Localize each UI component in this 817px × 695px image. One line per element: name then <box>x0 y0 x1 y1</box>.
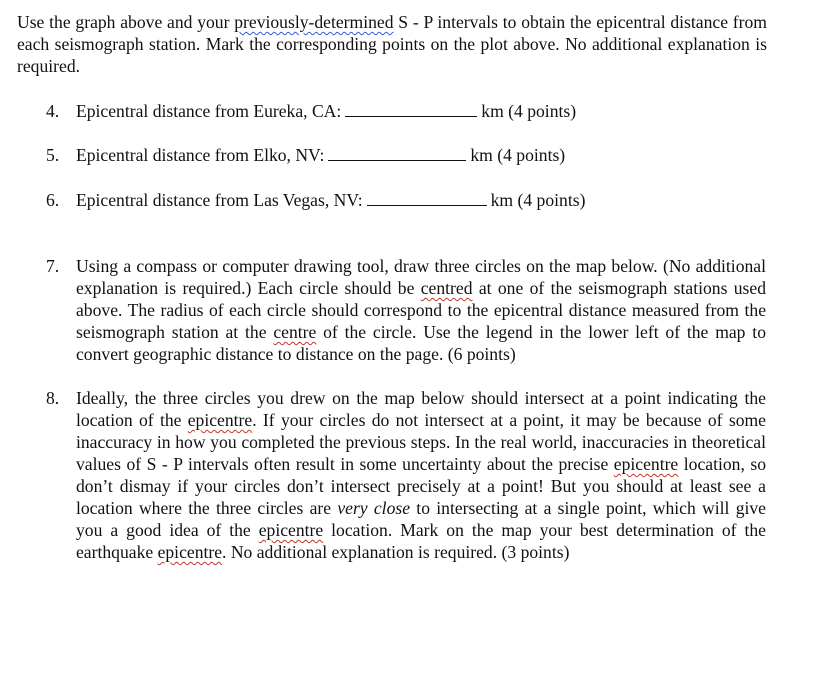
question-8 <box>46 387 766 563</box>
text-run: . No additional explanation is required. (3 points) <box>222 542 570 562</box>
question-body <box>76 255 766 365</box>
question-unit: km (4 points) <box>481 101 577 121</box>
text-run: to intersecting at a single point, which will give you a good idea of the <box>76 498 766 540</box>
question-number: 5. <box>46 145 60 165</box>
text-run: Using a compass or computer drawing tool, draw three circles on the map below. (No additional explanation is required.) Each circle should be <box>76 256 766 298</box>
underlined-term: epicentre <box>187 410 253 430</box>
question-5 <box>46 144 565 166</box>
question-number: 6. <box>46 190 60 210</box>
answer-blank[interactable] <box>367 189 487 206</box>
question-number: 7. <box>46 256 60 276</box>
question-unit: km (4 points) <box>490 190 586 210</box>
text-run: Ideally, the three circles you drew on the map below should intersect at a point indicating the location of the <box>76 388 766 430</box>
intro-paragraph <box>17 11 767 77</box>
underlined-term: centre <box>273 322 317 342</box>
question-label: Epicentral distance from Eureka, CA: <box>76 101 342 121</box>
text-run: location. Mark on the map your best determination of the earthquake <box>76 520 766 562</box>
text-run: location, so don’t dismay if your circles don’t intersect precisely at a point! But you should at least see a location where the three circles are <box>76 454 766 518</box>
question-4 <box>46 100 576 122</box>
underlined-term: epicentre <box>613 454 679 474</box>
intro-text: S - P intervals to obtain the epicentral distance from each seismograph station. Mark the corresponding points on the plot above. No additional explanation is required. <box>17 12 767 76</box>
text-run: of the circle. Use the legend in the lower left of the map to convert geographic distance to distance on the page. (6 points) <box>76 322 766 364</box>
underlined-term: epicentre <box>157 542 223 562</box>
question-number: 8. <box>46 388 60 408</box>
question-unit: km (4 points) <box>470 145 566 165</box>
intro-underlined-term: previously-determined <box>234 12 394 32</box>
text-run: . If your circles do not intersect at a point, it may be because of some inaccuracy in how you completed the previous steps. In the real world, inaccuracies in theoretical values of S - P intervals often result in some uncertainty about the precise <box>76 410 766 474</box>
underlined-term: centred <box>420 278 473 298</box>
question-body <box>76 387 766 563</box>
answer-blank[interactable] <box>345 100 477 117</box>
underlined-term: epicentre <box>258 520 324 540</box>
answer-blank[interactable] <box>328 144 466 161</box>
question-label: Epicentral distance from Las Vegas, NV: <box>76 190 363 210</box>
emphasis-text: very close <box>337 498 411 518</box>
question-label: Epicentral distance from Elko, NV: <box>76 145 325 165</box>
question-7 <box>46 255 766 365</box>
question-6 <box>46 189 585 211</box>
intro-text: Use the graph above and your <box>17 12 235 32</box>
text-run: at one of the seismograph stations used above. The radius of each circle should correspond to the epicentral distance measured from the seismograph station at the <box>76 278 766 342</box>
question-number: 4. <box>46 101 60 121</box>
